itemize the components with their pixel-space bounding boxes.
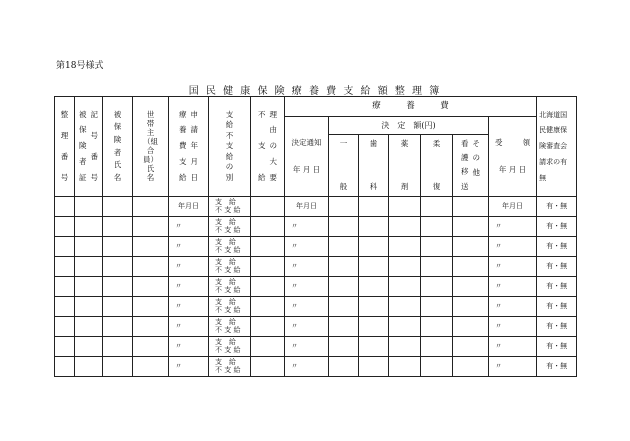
table-cell[interactable] [421,197,453,217]
kettei-date-cell[interactable]: 〃 [285,357,329,377]
header-char: 名 [146,172,155,182]
table-cell[interactable] [453,197,489,217]
table-cell[interactable] [453,277,489,297]
header-hihokensha-shimei [103,97,133,197]
shikyu-cell[interactable] [209,357,251,377]
juryo-date-cell[interactable]: 〃 [489,237,537,257]
table-row [55,357,577,377]
shinsei-date-cell[interactable]: 〃 [169,317,209,337]
header-kettei-gaku: 決 定 額(円) [329,117,489,135]
header-ryoyohi-shinsei [169,97,209,197]
header-char: 号 [90,130,98,140]
ledger-table [54,96,577,377]
header-char: 由 [269,125,277,135]
shinsei-date-cell[interactable]: 〃 [169,277,209,297]
table-cell[interactable] [133,237,169,257]
header-char: 番 [60,151,69,161]
table-row [55,277,577,297]
header-char: 科 [369,181,378,191]
kettei-date-cell[interactable]: 〃 [285,257,329,277]
table-cell[interactable] [75,217,103,237]
header-char: 理 [60,130,69,140]
header-char: 北海道国 [539,110,568,119]
table-cell[interactable] [55,197,75,217]
kettei-date-cell[interactable]: 年月日 [285,197,329,217]
juryo-label [489,139,536,148]
umu-cell[interactable]: 有・無 [537,257,577,277]
table-cell[interactable] [251,217,285,237]
table-cell[interactable] [133,217,169,237]
header-char: の [269,141,277,151]
header-char: 申 [190,109,198,119]
table-cell[interactable] [103,217,133,237]
header-char: 証 [79,172,87,182]
juryo-date-cell[interactable]: 〃 [489,257,537,277]
table-cell[interactable] [359,197,389,217]
shinsei-date-cell[interactable]: 〃 [169,337,209,357]
table-cell[interactable] [55,297,75,317]
table-cell[interactable] [359,237,389,257]
table-cell[interactable] [329,217,359,237]
juryo-date-cell[interactable]: 年月日 [489,197,537,217]
shinsei-date-cell[interactable]: 〃 [169,257,209,277]
shikyu-cell[interactable] [209,317,251,337]
header-char: 険 [113,134,122,144]
header-char: 歯 [369,138,378,148]
umu-cell[interactable]: 有・無 [537,337,577,357]
table-cell[interactable] [75,317,103,337]
shikyu-cell[interactable] [209,257,251,277]
table-cell[interactable] [359,317,389,337]
shinsei-date-cell[interactable]: 年月日 [169,197,209,217]
fushikyu-text: 不 支 給 [215,305,241,314]
header-char: 主 [146,127,155,137]
table-cell[interactable] [389,197,421,217]
header-char: 員） [143,154,158,164]
table-cell[interactable] [103,357,133,377]
shikyu-text: 支 給 [215,258,236,267]
table-cell[interactable] [389,337,421,357]
table-cell[interactable] [359,257,389,277]
header-char: 支 [179,157,187,167]
table-cell[interactable] [389,257,421,277]
header-char: 要 [269,172,277,182]
fushikyu-text: 不 支 給 [215,365,241,374]
table-cell[interactable] [389,217,421,237]
header-char: 無 [539,174,547,183]
table-cell[interactable] [421,277,453,297]
shikyu-text: 支 給 [215,198,236,207]
table-cell[interactable] [133,257,169,277]
header-juryo [489,117,537,197]
table-cell[interactable] [133,337,169,357]
table-cell[interactable] [75,237,103,257]
header-hihoken-shobango [75,97,103,197]
header-seiri-bango [55,97,75,197]
table-cell[interactable] [55,317,75,337]
juryo-date-cell[interactable]: 〃 [489,317,537,337]
header-char: 費 [179,141,187,151]
header-char: 請求の有 [539,158,568,167]
table-cell[interactable] [453,317,489,337]
table-cell[interactable] [453,337,489,357]
shikyu-text: 支 給 [215,298,236,307]
table-cell[interactable] [329,257,359,277]
header-char: 理 [269,109,277,119]
shikyu-cell[interactable] [209,197,251,217]
table-cell[interactable] [389,297,421,317]
header-char: そ [472,138,480,148]
table-cell[interactable] [55,357,75,377]
header-char: 般 [339,181,348,191]
header-char: 保 [113,122,122,132]
kettei-date-cell[interactable]: 〃 [285,217,329,237]
fushikyu-text: 不 支 給 [215,285,241,294]
shikyu-text: 支 給 [215,318,236,327]
header-jusei [421,135,453,197]
header-char: 給 [179,172,187,182]
table-cell[interactable] [133,317,169,337]
header-char: 別 [225,172,234,182]
umu-cell[interactable]: 有・無 [537,197,577,217]
header-char: 他 [472,167,480,177]
table-cell[interactable] [55,237,75,257]
table-cell[interactable] [75,337,103,357]
table-cell[interactable] [421,217,453,237]
header-char: 帯 [146,118,155,128]
table-cell[interactable] [421,337,453,357]
table-cell[interactable] [251,197,285,217]
header-char: 剤 [400,181,409,191]
kettei-date-cell[interactable]: 〃 [285,297,329,317]
header-char: 請 [190,125,198,135]
table-cell[interactable] [359,277,389,297]
header-char: 給 [225,151,234,161]
table-cell[interactable] [421,297,453,317]
table-cell[interactable] [421,237,453,257]
fushikyu-text: 不 支 給 [215,265,241,274]
header-char: 者 [113,147,122,157]
table-cell[interactable] [251,237,285,257]
table-cell[interactable] [329,197,359,217]
shikyu-text: 支 給 [215,238,236,247]
table-cell[interactable] [329,277,359,297]
umu-cell[interactable]: 有・無 [537,317,577,337]
table-cell[interactable] [75,277,103,297]
shinsei-date-cell[interactable]: 〃 [169,217,209,237]
header-char: 養 [179,125,187,135]
header-char: 者 [79,157,87,167]
table-cell[interactable] [133,277,169,297]
header-char: 日 [190,172,198,182]
header-hokkaido [537,97,577,197]
table-cell[interactable] [359,297,389,317]
fushikyu-text: 不 支 給 [215,325,241,334]
form-number: 第18号様式 [56,61,104,71]
header-char: 送 [461,181,469,191]
table-cell[interactable] [329,237,359,257]
table-cell[interactable] [251,317,285,337]
header-char: の [472,153,480,163]
header-char: 世 [146,109,155,119]
header-char: 看 [461,138,469,148]
table-cell[interactable] [359,357,389,377]
header-char: 一 [339,138,348,148]
table-row [55,337,577,357]
table-cell[interactable] [453,297,489,317]
table-cell[interactable] [389,237,421,257]
table-cell[interactable] [55,337,75,357]
table-cell[interactable] [103,297,133,317]
header-ryoyohi: 療 養 費 [285,97,537,117]
table-row [55,197,577,217]
header-shikyu-betsu [209,97,251,197]
header-char: 氏 [146,163,155,173]
header-char: 険 [79,141,87,151]
header-char: 給 [225,120,234,130]
header-char: 氏 [113,160,122,170]
shikyu-cell[interactable] [209,297,251,317]
table-cell[interactable] [251,277,285,297]
table-cell[interactable] [75,297,103,317]
header-char: 支 [225,141,234,151]
header-char: 移 [461,167,469,177]
kettei-tsuchi-date: 年 月 日 [292,164,321,174]
table-cell[interactable] [133,197,169,217]
kettei-date-cell[interactable]: 〃 [285,237,329,257]
umu-cell[interactable]: 有・無 [537,277,577,297]
table-cell[interactable] [421,317,453,337]
header-char: 被 [79,109,87,119]
umu-cell[interactable]: 有・無 [537,357,577,377]
fushikyu-text: 不 支 給 [215,245,241,254]
header-shika [359,135,389,197]
table-cell[interactable] [251,357,285,377]
table-cell[interactable] [421,257,453,277]
table-cell[interactable] [103,237,133,257]
header-char: 記 [90,109,98,119]
table-cell[interactable] [133,357,169,377]
header-char: 護 [461,152,469,162]
shinsei-date-cell[interactable]: 〃 [169,357,209,377]
header-char: 支 [225,109,234,119]
shikyu-cell[interactable] [209,217,251,237]
table-cell[interactable] [75,197,103,217]
table-cell[interactable] [55,277,75,297]
table-row [55,257,577,277]
header-fushikyu-riyu [251,97,285,197]
table-cell[interactable] [251,257,285,277]
table-cell[interactable] [329,317,359,337]
header-char: 保 [79,125,87,135]
kettei-date-cell[interactable]: 〃 [285,317,329,337]
table-row [55,237,577,257]
table-row [55,317,577,337]
shikyu-cell[interactable] [209,277,251,297]
header-char: 療 [179,109,187,119]
table-row [55,217,577,237]
header-char: 給 [258,172,266,182]
header-yakuzai [389,135,421,197]
juryo-date-cell[interactable]: 〃 [489,217,537,237]
table-cell[interactable] [55,257,75,277]
shikyu-text: 支 給 [215,218,236,227]
header-char: 号 [90,172,98,182]
header-char: 不 [258,109,266,119]
shikyu-cell[interactable] [209,237,251,257]
header-char: 柔 [432,138,441,148]
table-cell[interactable] [453,217,489,237]
table-cell[interactable] [389,357,421,377]
fushikyu-text: 不 支 給 [215,225,241,234]
umu-cell[interactable]: 有・無 [537,237,577,257]
header-char: 民健康保 [539,126,568,135]
header-char: 険審査会 [539,142,568,151]
table-cell[interactable] [421,357,453,377]
juryo-date-cell[interactable]: 〃 [489,297,537,317]
fushikyu-text: 不 支 給 [215,345,241,354]
juryo-date-cell[interactable]: 〃 [489,357,537,377]
table-cell[interactable] [329,297,359,317]
header-char: 年 [190,141,198,151]
header-char: の [225,162,234,172]
header-char: 被 [113,109,122,119]
header-char: 薬 [400,138,409,148]
header-char: 大 [269,157,277,167]
table-cell[interactable] [103,277,133,297]
shikyu-text: 支 給 [215,358,236,367]
table-row [55,297,577,317]
table-cell[interactable] [103,257,133,277]
table-cell[interactable] [453,237,489,257]
shinsei-date-cell[interactable]: 〃 [169,237,209,257]
table-cell[interactable] [103,317,133,337]
fushikyu-text: 不 支 給 [215,205,241,214]
table-cell[interactable] [389,277,421,297]
table-cell[interactable] [329,357,359,377]
juryo-date-cell[interactable]: 〃 [489,277,537,297]
shinsei-date-cell[interactable]: 〃 [169,297,209,317]
kettei-date-cell[interactable]: 〃 [285,277,329,297]
table-cell[interactable] [75,257,103,277]
kettei-tsuchi-label: 決定通知 [291,137,322,147]
header-char: 不 [225,130,234,140]
header-char: （組 [143,136,158,146]
table-cell[interactable] [103,197,133,217]
table-cell[interactable] [251,337,285,357]
shikyu-text: 支 給 [215,338,236,347]
header-char: 月 [190,157,198,167]
header-char: 合 [146,145,155,155]
header-char: 受 [495,137,503,147]
table-cell[interactable] [103,337,133,357]
umu-cell[interactable]: 有・無 [537,297,577,317]
kettei-date-cell[interactable]: 〃 [285,337,329,357]
table-cell[interactable] [389,317,421,337]
header-setainushi [133,97,169,197]
form-title: 国 民 健 康 保 険 療 養 費 支 給 額 整 理 簿 [188,86,442,97]
header-char: 領 [522,137,531,147]
table-cell[interactable] [359,337,389,357]
juryo-date-cell[interactable]: 〃 [489,337,537,357]
header-char: 名 [113,172,122,182]
header-char: 復 [432,181,441,191]
shikyu-text: 支 給 [215,278,236,287]
juryo-date: 年 月 日 [498,164,527,174]
table-cell[interactable] [133,297,169,317]
table-cell[interactable] [359,217,389,237]
header-ippan [329,135,359,197]
table-cell[interactable] [75,357,103,377]
header-kango-sonota [453,135,489,197]
header-kettei-tsuchi [285,117,329,197]
shikyu-cell[interactable] [209,337,251,357]
table-cell[interactable] [251,297,285,317]
table-cell[interactable] [453,357,489,377]
header-char: 整 [60,109,69,119]
table-cell[interactable] [329,337,359,357]
umu-cell[interactable]: 有・無 [537,217,577,237]
header-char: 支 [258,141,266,151]
header-char: 号 [60,172,69,182]
header-char: 番 [90,151,98,161]
table-cell[interactable] [55,217,75,237]
table-cell[interactable] [453,257,489,277]
